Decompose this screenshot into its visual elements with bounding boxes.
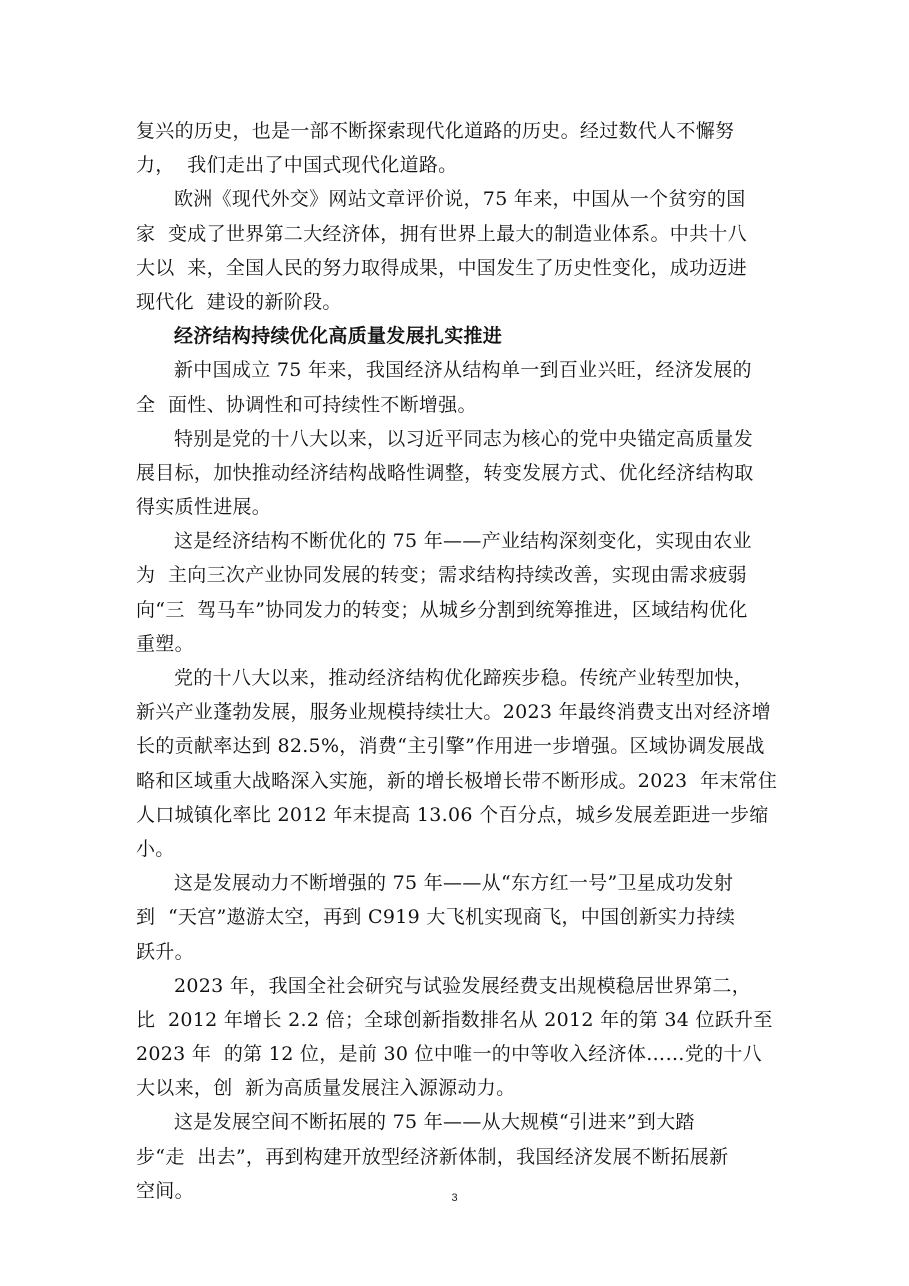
text-line: 略和区域重大战略深入实施，新的增长极增长带不断形成。2023 年末常住 — [136, 769, 778, 792]
text-line: 欧洲《现代外交》网站文章评价说，75 年来，中国从一个贫穷的国 — [174, 188, 746, 211]
text-line: 这是经济结构不断优化的 75 年——产业结构深刻变化，实现由农业 — [174, 530, 752, 553]
text-line: 长的贡献率达到 82.5%，消费“主引擎”作用进一步增强。区域协调发展战 — [136, 735, 765, 758]
text-line: 跃升。 — [136, 940, 194, 963]
text-line: 这是发展动力不断增强的 75 年——从“东方红一号”卫星成功发射 — [174, 872, 734, 895]
text-line: 全 面性、协调性和可持续性不断增强。 — [136, 393, 477, 416]
text-line: 大以 来，全国人民的努力取得成果，中国发生了历史性变化，成功迈进 — [136, 256, 747, 279]
text-line: 新兴产业蓬勃发展，服务业规模持续壮大。2023 年最终消费支出对经济增 — [136, 701, 771, 724]
text-line: 新中国成立 75 年来，我国经济从结构单一到百业兴旺，经济发展的 — [174, 359, 752, 382]
page-number: 3 — [451, 1192, 458, 1204]
text-line: 展目标，加快推动经济结构战略性调整，转变发展方式、优化经济结构取 — [136, 461, 754, 484]
text-line: 力， 我们走出了中国式现代化道路。 — [136, 154, 458, 177]
document-body — [136, 114, 776, 1208]
text-line: 特别是党的十八大以来，以习近平同志为核心的党中央锚定高质量发 — [174, 427, 754, 450]
text-line: 重塑。 — [136, 632, 194, 655]
text-line: 人口城镇化率比 2012 年末提高 13.06 个百分点，城乡发展差距进一步缩 — [136, 803, 769, 826]
text-line: 大以来，创 新为高质量发展注入源源动力。 — [136, 1077, 516, 1100]
text-line: 小。 — [136, 837, 175, 860]
text-line: 2023 年 的第 12 位，是前 30 位中唯一的中等收入经济体……党的十八 — [136, 1043, 762, 1066]
text-line: 到 “天宫”遨游太空，再到 C919 大飞机实现商飞，中国创新实力持续 — [136, 906, 736, 929]
text-line: 步“走 出去”，再到构建开放型经济新体制，我国经济发展不断拓展新 — [136, 1145, 729, 1168]
section-heading: 经济结构持续优化高质量发展扎实推进 — [174, 325, 503, 348]
text-line: 为 主向三次产业协同发展的转变；需求结构持续改善，实现由需求疲弱 — [136, 564, 747, 587]
text-line: 复兴的历史，也是一部不断探索现代化道路的历史。经过数代人不懈努 — [136, 120, 735, 142]
text-line: 得实质性进展。 — [136, 496, 272, 519]
text-line: 2023 年，我国全社会研究与试验发展经费支出规模稳居世界第二， — [174, 974, 751, 997]
text-line: 现代化 建设的新阶段。 — [136, 290, 342, 313]
text-line: 家 变成了世界第二大经济体，拥有世界上最大的制造业体系。中共十八 — [136, 222, 747, 245]
text-line: 党的十八大以来，推动经济结构优化蹄疾步稳。传统产业转型加快， — [174, 667, 754, 689]
text-line: 比 2012 年增长 2.2 倍；全球创新指数排名从 2012 年的第 34 位跃升至 — [136, 1008, 773, 1031]
text-line: 空间。 — [136, 1179, 194, 1202]
text-line: 向“三 驾马车”协同发力的转变；从城乡分割到统筹推进，区域结构优化 — [136, 598, 748, 621]
text-line: 这是发展空间不断拓展的 75 年——从大规模“引进来”到大踏 — [174, 1111, 695, 1134]
